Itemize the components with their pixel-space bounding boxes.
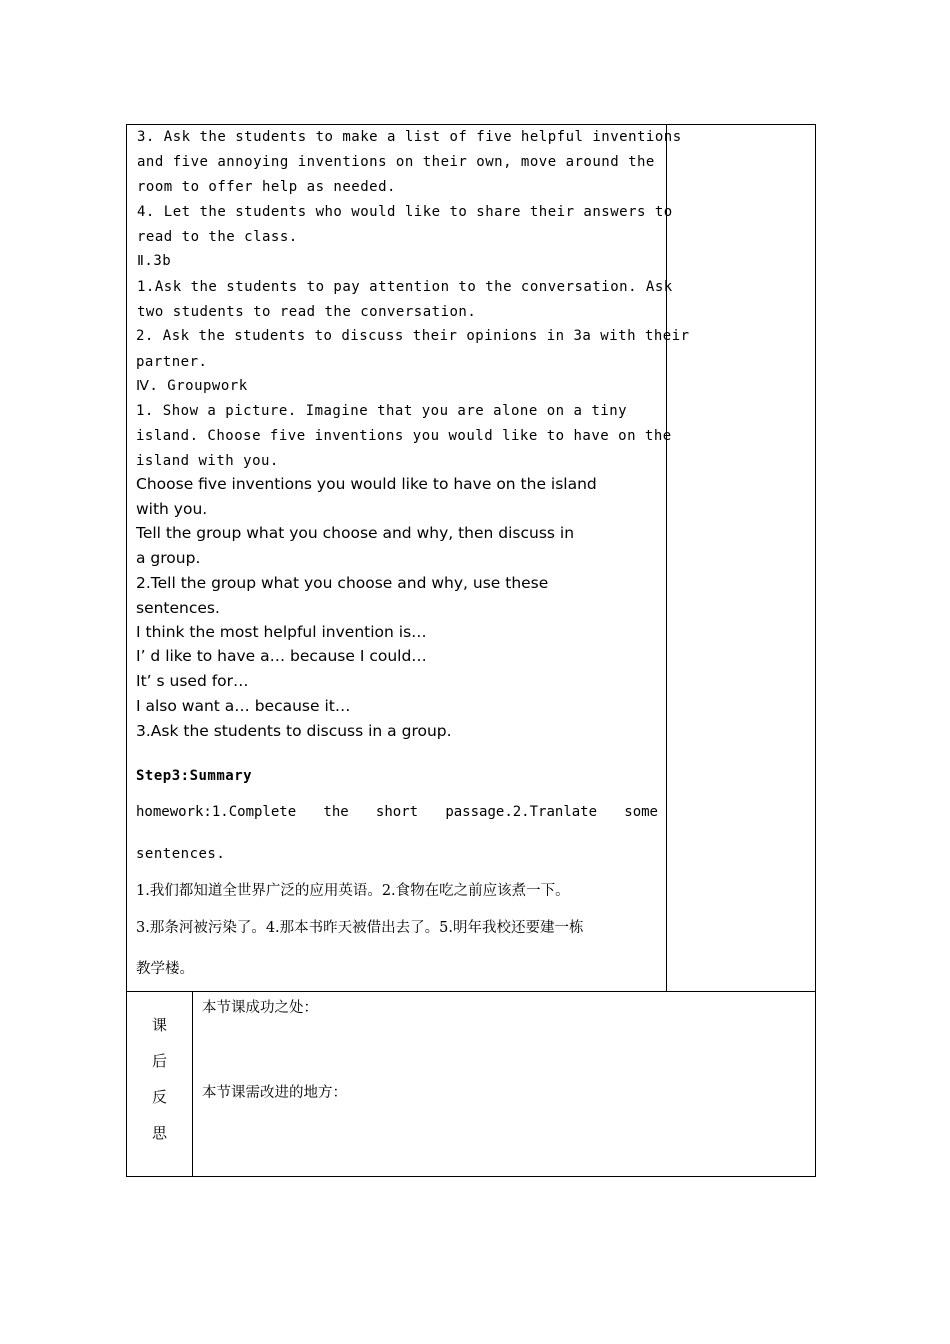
group-line: with you. [136,500,208,518]
procedure-line: two students to read the conversation. [137,304,477,320]
homework-word: homework:1.Complete [136,804,297,820]
summary-heading: Step3:Summary [136,768,253,784]
section-heading: Ⅱ.3b [137,253,172,269]
group-line: 3.Ask the students to discuss in a group. [136,722,452,740]
improve-label: 本节课需改进的地方： [202,1085,347,1101]
sentence-pattern: I think the most helpful invention is… [136,623,427,641]
homework-continuation: sentences. [136,846,226,862]
row-divider [126,991,816,992]
procedure-line: room to offer help as needed. [137,179,396,195]
homework-word: some [624,804,658,820]
success-label: 本节课成功之处： [202,1000,318,1016]
procedure-line: 1.Ask the students to pay attention to the conversation. Ask [137,279,673,295]
homework-word: the [323,804,349,820]
group-line: 2.Tell the group what you choose and why, use these [136,574,549,592]
sentence-pattern: I’ d like to have a… because I could… [136,647,427,665]
sentence-pattern: I also want a… because it… [136,697,351,715]
homework-line [136,804,658,820]
homework-word: short [375,804,419,820]
procedure-line: island. Choose five inventions you would like to have on the [136,428,672,444]
group-line: Tell the group what you choose and why, then discuss in [136,524,575,542]
procedure-line: read to the class. [137,229,298,245]
sentence-pattern: It’ s used for… [136,672,249,690]
reflection-label-char: 后 [152,1052,168,1070]
group-line: a group. [136,549,201,567]
group-line: sentences. [136,599,220,617]
reflection-label-char: 反 [152,1088,168,1106]
procedure-line: 4. Let the students who would like to share their answers to [137,204,673,220]
procedure-line: partner. [136,354,208,370]
translation-line: 教学楼。 [136,961,194,977]
homework-word: passage.2.Tranlate [445,804,598,820]
group-line: Choose five inventions you would like to have on the island [136,475,597,493]
translation-line: 1.我们都知道全世界广泛的应用英语。2.食物在吃之前应该煮一下。 [136,883,570,899]
section-heading: Ⅳ. Groupwork [136,378,248,394]
procedure-line: island with you. [136,453,279,469]
procedure-line: 2. Ask the students to discuss their opinions in 3a with their [136,328,690,344]
column-divider-right [666,124,667,992]
procedure-line: 1. Show a picture. Imagine that you are alone on a tiny [136,403,628,419]
translation-line: 3.那条河被污染了。4.那本书昨天被借出去了。5.明年我校还要建一栋 [136,920,584,936]
column-divider-reflection [192,991,193,1177]
reflection-label-char: 课 [152,1016,168,1034]
procedure-line: 3. Ask the students to make a list of five helpful inventions [137,129,682,145]
procedure-line: and five annoying inventions on their own, move around the [137,154,655,170]
reflection-label-char: 思 [152,1124,168,1142]
